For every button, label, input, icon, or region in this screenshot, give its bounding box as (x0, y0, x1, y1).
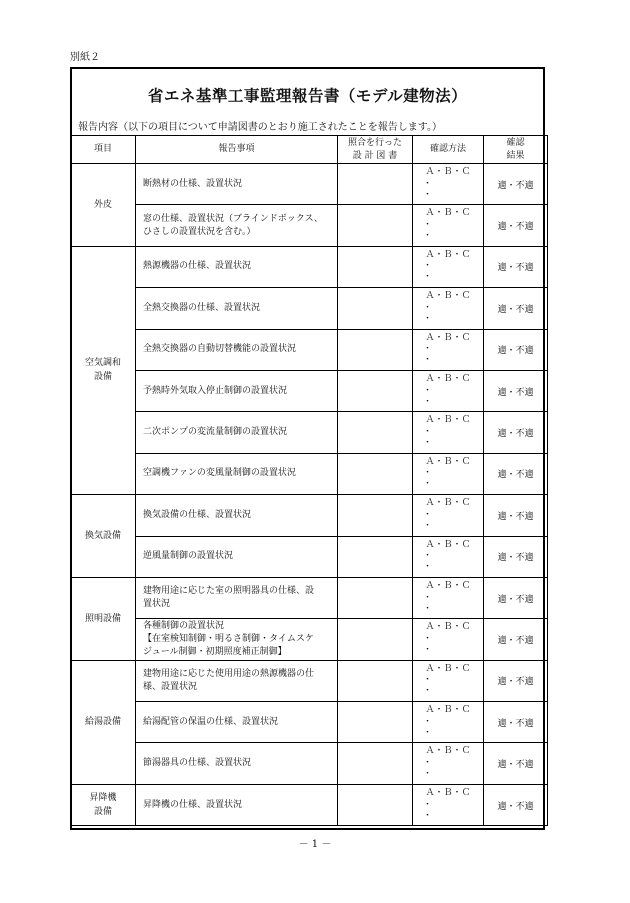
report-item-cell (136, 702, 338, 743)
inspection-table (70, 135, 548, 826)
report-item-text: 置状況 (143, 599, 171, 610)
method-options: Ａ・Ｂ・Ｃ (425, 415, 471, 426)
report-summary: 報告内容（以下の項目について申請図書のとおり施工されたことを報告します。） (78, 122, 442, 133)
reference-document-cell[interactable] (338, 329, 413, 370)
reference-document-cell[interactable] (338, 246, 413, 287)
report-item-cell (136, 205, 338, 246)
method-bullet: ・ (423, 438, 433, 449)
method-bullet: ・ (423, 799, 433, 810)
category-cell (71, 495, 136, 578)
report-item-cell (136, 577, 338, 618)
report-item-text: 全熱交換器の自動切替機能の設置状況 (143, 344, 297, 355)
table-row (71, 495, 548, 536)
table-row (71, 536, 548, 577)
report-item-text: ひさしの設置状況を含む。） (143, 226, 256, 237)
result-cell[interactable]: 適・不適 (484, 702, 548, 743)
method-options: Ａ・Ｂ・Ｃ (425, 539, 471, 550)
category-label: 照明設備 (84, 613, 121, 624)
method-bullet: ・ (423, 758, 433, 769)
method-cell[interactable] (413, 246, 484, 287)
report-item-text: 節湯器具の仕様、設置状況 (143, 758, 252, 769)
method-bullet: ・ (423, 592, 433, 603)
method-bullet: ・ (423, 520, 433, 531)
method-bullet: ・ (423, 769, 433, 780)
reference-document-cell[interactable] (338, 412, 413, 453)
header-reference-line1: 照合を行った (347, 138, 402, 149)
table-row (71, 246, 548, 287)
reference-document-cell[interactable] (338, 288, 413, 329)
method-bullet: ・ (423, 686, 433, 697)
reference-document-cell[interactable] (338, 536, 413, 577)
method-options: Ａ・Ｂ・Ｃ (425, 208, 471, 219)
method-bullet: ・ (423, 344, 433, 355)
table-row (71, 702, 548, 743)
reference-document-cell[interactable] (338, 784, 413, 825)
method-options: Ａ・Ｂ・Ｃ (425, 663, 471, 674)
category-label: 給湯設備 (84, 717, 121, 728)
report-item-text: 窓の仕様、設置状況（ブラインドボックス、 (143, 213, 323, 224)
table-row (71, 205, 548, 246)
attachment-label: 別紙２ (70, 52, 100, 63)
method-cell[interactable] (413, 536, 484, 577)
result-cell[interactable]: 適・不適 (484, 329, 548, 370)
result-cell[interactable]: 適・不適 (484, 246, 548, 287)
method-bullet: ・ (423, 220, 433, 231)
header-method: 確認方法 (413, 136, 484, 164)
header-reference-line2: 設 計 図 書 (352, 150, 398, 161)
result-cell[interactable]: 適・不適 (484, 453, 548, 494)
report-item-cell (136, 495, 338, 536)
method-bullet: ・ (423, 810, 433, 821)
reference-document-cell[interactable] (338, 743, 413, 784)
method-cell[interactable] (413, 288, 484, 329)
reference-document-cell[interactable] (338, 577, 413, 618)
method-bullet: ・ (423, 261, 433, 272)
method-bullet: ・ (423, 189, 433, 200)
category-cell (71, 577, 136, 660)
report-item-cell (136, 784, 338, 825)
category-label: 設備 (93, 807, 112, 818)
report-item-text: 各種制御の設置状況 (143, 620, 225, 631)
category-label: 外皮 (93, 199, 112, 210)
method-options: Ａ・Ｂ・Ｃ (425, 291, 471, 302)
report-item-cell (136, 329, 338, 370)
method-options: Ａ・Ｂ・Ｃ (425, 332, 471, 343)
report-item-cell (136, 246, 338, 287)
category-label: 空気調和 (84, 358, 121, 369)
table-row (71, 412, 548, 453)
result-cell[interactable]: 適・不適 (484, 743, 548, 784)
method-cell[interactable] (413, 329, 484, 370)
report-item-text: 換気設備の仕様、設置状況 (143, 509, 252, 520)
method-options: Ａ・Ｂ・Ｃ (425, 498, 471, 509)
report-item-text: 二次ポンプの変流量制御の設置状況 (143, 427, 288, 438)
table-header-row (71, 136, 548, 164)
table-row (71, 370, 548, 411)
method-bullet: ・ (423, 675, 433, 686)
method-bullet: ・ (423, 468, 433, 479)
method-bullet: ・ (423, 355, 433, 366)
reference-document-cell[interactable] (338, 370, 413, 411)
result-cell[interactable]: 適・不適 (484, 660, 548, 701)
page-title: 省エネ基準工事監理報告書（モデル建物法） (147, 86, 468, 105)
method-bullet: ・ (423, 479, 433, 490)
report-item-cell (136, 288, 338, 329)
table-row (71, 288, 548, 329)
method-options: Ａ・Ｂ・Ｃ (425, 705, 471, 716)
reference-document-cell[interactable] (338, 660, 413, 701)
category-cell (71, 164, 136, 247)
report-item-cell (136, 619, 338, 660)
reference-document-cell[interactable] (338, 619, 413, 660)
table-row (71, 329, 548, 370)
report-item-text: 熱源機器の仕様、設置状況 (143, 261, 252, 272)
method-cell[interactable] (413, 453, 484, 494)
method-cell[interactable] (413, 702, 484, 743)
method-cell[interactable] (413, 370, 484, 411)
method-bullet: ・ (423, 178, 433, 189)
table-row (71, 784, 548, 825)
method-bullet: ・ (423, 603, 433, 614)
method-bullet: ・ (423, 427, 433, 438)
method-bullet: ・ (423, 644, 433, 655)
table-row (71, 619, 548, 660)
report-item-text: 建物用途に応じた使用用途の熱源機器の仕 (143, 668, 315, 679)
method-cell[interactable] (413, 660, 484, 701)
reference-document-cell[interactable] (338, 205, 413, 246)
method-options: Ａ・Ｂ・Ｃ (425, 787, 471, 798)
report-item-text: 【在室検知制御・明るさ制御・タイムスケ (143, 633, 314, 644)
method-options: Ａ・Ｂ・Ｃ (425, 580, 471, 591)
table-row (71, 743, 548, 784)
method-options: Ａ・Ｂ・Ｃ (425, 746, 471, 757)
method-bullet: ・ (423, 313, 433, 324)
method-cell[interactable] (413, 619, 484, 660)
report-item-text: 断熱材の仕様、設置状況 (143, 178, 243, 189)
report-item-text: 空調機ファンの変風量制御の設置状況 (143, 468, 296, 479)
method-bullet: ・ (423, 562, 433, 573)
report-item-cell (136, 412, 338, 453)
header-result-line1: 確認 (506, 138, 525, 149)
report-item-cell (136, 453, 338, 494)
report-item-text: 給湯配管の保温の仕様、設置状況 (143, 716, 279, 727)
result-cell[interactable]: 適・不適 (484, 412, 548, 453)
report-item-text: 昇降機の仕様、設置状況 (143, 799, 243, 810)
header-item: 報告事項 (136, 136, 338, 164)
method-options: Ａ・Ｂ・Ｃ (425, 249, 471, 260)
report-item-text: 建物用途に応じた室の照明器具の仕様、設 (143, 586, 315, 597)
method-options: Ａ・Ｂ・Ｃ (425, 622, 471, 633)
table-row (71, 660, 548, 701)
method-bullet: ・ (423, 509, 433, 520)
method-bullet: ・ (423, 551, 433, 562)
category-cell (71, 246, 136, 494)
method-options: Ａ・Ｂ・Ｃ (425, 167, 471, 177)
method-bullet: ・ (423, 272, 433, 283)
reference-document-cell[interactable] (338, 495, 413, 536)
category-label: 昇降機 (89, 792, 117, 803)
method-cell[interactable] (413, 743, 484, 784)
header-result-line2: 結果 (506, 150, 525, 161)
result-cell[interactable]: 適・不適 (484, 577, 548, 618)
reference-document-cell[interactable] (338, 702, 413, 743)
report-item-text: 逆風量制御の設置状況 (143, 551, 234, 562)
report-item-cell (136, 743, 338, 784)
category-cell (71, 784, 136, 825)
reference-document-cell[interactable] (338, 164, 413, 205)
category-cell (71, 660, 136, 784)
report-item-cell (136, 370, 338, 411)
method-bullet: ・ (423, 302, 433, 313)
result-cell[interactable]: 適・不適 (484, 164, 548, 205)
report-item-text: 全熱交換器の仕様、設置状況 (143, 302, 261, 313)
result-cell[interactable]: 適・不適 (484, 495, 548, 536)
table-row (71, 577, 548, 618)
method-cell[interactable] (413, 495, 484, 536)
result-cell[interactable]: 適・不適 (484, 619, 548, 660)
report-item-cell (136, 164, 338, 205)
report-item-text: 様、設置状況 (143, 681, 198, 692)
method-cell[interactable] (413, 577, 484, 618)
header-category: 項目 (71, 136, 136, 164)
method-cell[interactable] (413, 205, 484, 246)
table-row (71, 164, 548, 205)
method-cell[interactable] (413, 412, 484, 453)
report-item-cell (136, 660, 338, 701)
category-label: 設備 (93, 372, 112, 383)
method-bullet: ・ (423, 716, 433, 727)
table-row (71, 453, 548, 494)
page-number: － 1 － (298, 839, 332, 850)
report-item-cell (136, 536, 338, 577)
method-cell[interactable] (413, 164, 484, 205)
header-result (484, 136, 548, 164)
report-frame (70, 67, 545, 830)
method-bullet: ・ (423, 727, 433, 738)
category-label: 換気設備 (84, 530, 121, 541)
method-bullet: ・ (423, 231, 433, 242)
method-bullet: ・ (423, 633, 433, 644)
method-bullet: ・ (423, 396, 433, 407)
result-cell[interactable]: 適・不適 (484, 784, 548, 825)
header-reference (338, 136, 413, 164)
result-cell[interactable]: 適・不適 (484, 288, 548, 329)
method-bullet: ・ (423, 385, 433, 396)
result-cell[interactable]: 適・不適 (484, 205, 548, 246)
report-item-text: ジュール制御・初期照度補正制御】 (143, 647, 287, 658)
result-cell[interactable]: 適・不適 (484, 536, 548, 577)
method-options: Ａ・Ｂ・Ｃ (425, 456, 471, 467)
result-cell[interactable]: 適・不適 (484, 370, 548, 411)
report-item-text: 予熱時外気取入停止制御の設置状況 (143, 385, 288, 396)
reference-document-cell[interactable] (338, 453, 413, 494)
method-options: Ａ・Ｂ・Ｃ (425, 373, 471, 384)
method-cell[interactable] (413, 784, 484, 825)
